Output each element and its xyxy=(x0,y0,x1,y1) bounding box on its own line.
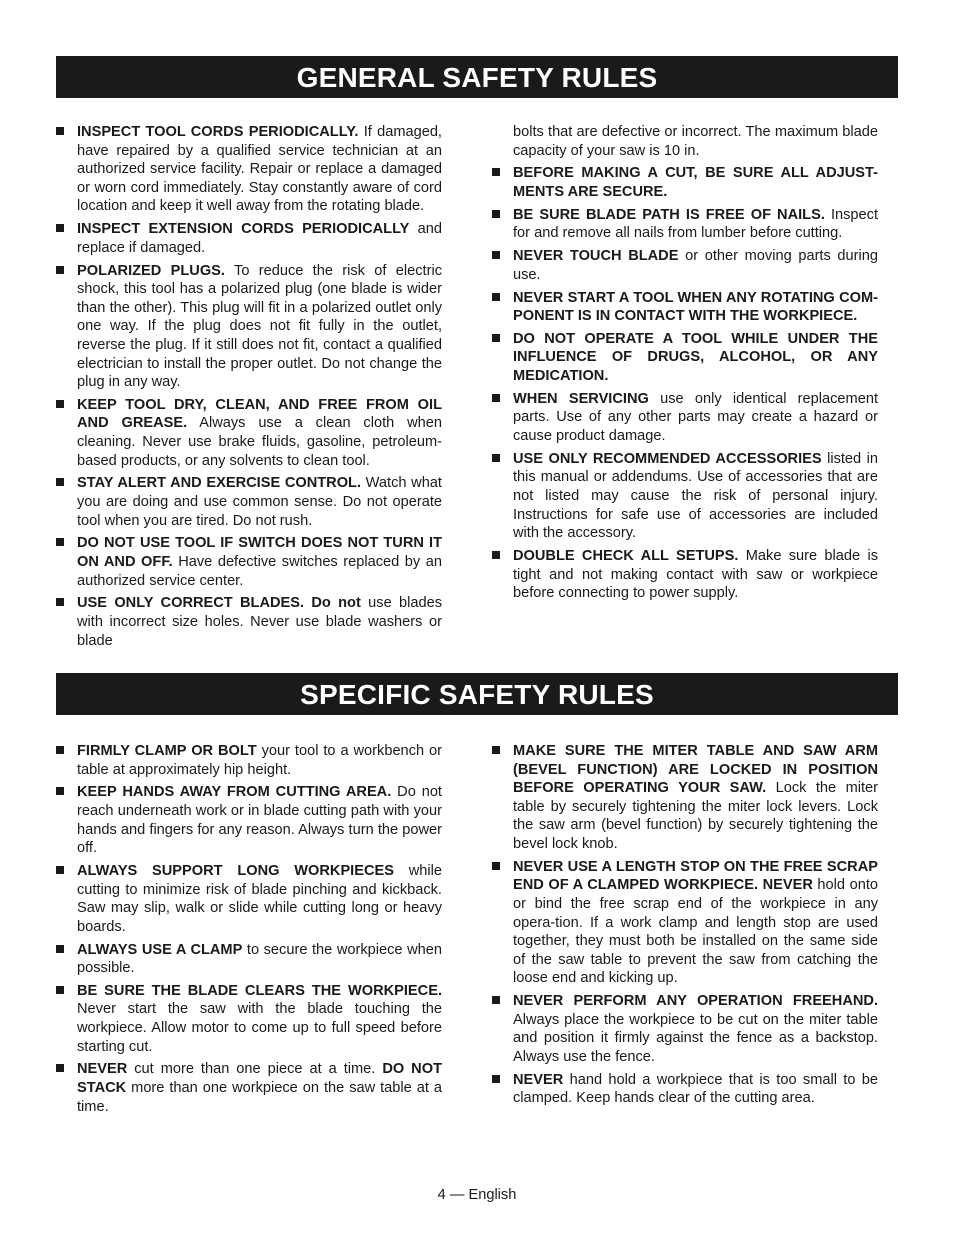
specific-safety-rules-heading: SPECIFIC SAFETY RULES xyxy=(56,673,898,715)
general-left-column xyxy=(56,123,442,654)
rule-heading: NEVER xyxy=(77,1061,128,1078)
rule-heading: STAY ALERT AND EXERCISE CONTROL. xyxy=(77,475,362,492)
rule-heading: DO NOT USE TOOL IF SWITCH DOES NOT TURN IT ON AND OFF. xyxy=(77,535,442,570)
square-bullet-icon xyxy=(492,454,500,462)
rule-text: Inspect for and remove all nails from lumber before cutting. xyxy=(513,206,879,242)
square-bullet-icon xyxy=(56,266,64,274)
square-bullet-icon xyxy=(56,746,64,754)
square-bullet-icon xyxy=(492,746,500,754)
square-bullet-icon xyxy=(56,866,64,874)
list-item xyxy=(56,396,442,470)
square-bullet-icon xyxy=(56,598,64,606)
rule-heading: USE ONLY CORRECT BLADES. Do not xyxy=(77,595,361,612)
list-item xyxy=(492,289,878,326)
rule-heading: NEVER USE A LENGTH STOP ON THE FREE SCRAP END OF A CLAMPED WORKPIECE. NEVER xyxy=(513,858,878,894)
rule-heading: NEVER PERFORM ANY OPERATION FREEHAND. xyxy=(513,993,878,1010)
square-bullet-icon xyxy=(492,168,500,176)
square-bullet-icon xyxy=(492,551,500,559)
square-bullet-icon xyxy=(492,996,500,1004)
list-item xyxy=(56,262,442,392)
rule-heading: NEVER TOUCH BLADE xyxy=(513,248,679,265)
rule-heading: NEVER xyxy=(513,1071,564,1088)
rule-heading: BE SURE THE BLADE CLEARS THE WORKPIECE. xyxy=(77,982,442,999)
list-item xyxy=(56,783,442,857)
square-bullet-icon xyxy=(56,400,64,408)
rule-text: hand hold a workpiece that is too small to be clamped. Keep hands clear of the cutting area. xyxy=(513,1071,878,1107)
square-bullet-icon xyxy=(492,394,500,402)
rule-heading: MAKE SURE THE MITER TABLE AND SAW ARM (BEVEL FUNCTION) ARE LOCKED IN POSITION BEFORE OPERATING YOUR SAW. xyxy=(513,743,878,797)
rule-text: your tool to a workbench or table at approximately hip height. xyxy=(77,743,442,778)
list-item xyxy=(492,330,878,386)
rule-heading: NEVER START A TOOL WHEN ANY ROTATING COM-PONENT IS IN CONTACT WITH THE WORKPIECE. xyxy=(513,289,878,325)
rule-heading: WHEN SERVICING xyxy=(513,390,649,407)
list-item xyxy=(56,534,442,590)
list-item xyxy=(56,1060,442,1116)
rule-text: Have defective switches replaced by an authorized service center. xyxy=(77,554,442,589)
rule-text: listed in this manual or addendums. Use of accessories that are not listed may cause the risk of personal injury. Instructions for safe use of accessories are included with the accessory. xyxy=(513,450,878,542)
rule-heading: BEFORE MAKING A CUT, BE SURE ALL ADJUST-MENTS ARE SECURE. xyxy=(513,165,878,200)
rule-text: Watch what you are doing and use common sense. Do not operate tool when you are tired. Do not rush. xyxy=(77,475,442,529)
square-bullet-icon xyxy=(492,251,500,259)
rule-heading: INSPECT TOOL CORDS PERIODICALLY. xyxy=(77,124,359,140)
list-item xyxy=(56,220,442,257)
rule-heading: KEEP TOOL DRY, CLEAN, AND FREE FROM OIL AND GREASE. xyxy=(77,396,442,432)
rule-heading: DOUBLE CHECK ALL SETUPS. xyxy=(513,547,739,564)
rule-text: To reduce the risk of electric shock, this tool has a polarized plug (one blade is wider than the other). This plug will fit in a polarized outlet only one way. If the plug does not fit fully in the outlet, reverse the plug. If it still does not fit, contact a qualified electrician to install the proper outlet. Do not change the plug in any way. xyxy=(77,262,443,391)
list-item xyxy=(56,862,442,936)
list-item xyxy=(492,858,878,988)
rule-text: to secure the workpiece when possible. xyxy=(77,941,442,977)
rule-text: or other moving parts during use. xyxy=(513,248,878,283)
rule-heading: FIRMLY CLAMP OR BOLT xyxy=(77,743,257,759)
list-item xyxy=(56,594,442,650)
specific-left-column xyxy=(56,742,442,1120)
list-item xyxy=(492,547,878,603)
rule-text: hold onto or bind the free scrap end of the workpiece in any opera-tion. If a work clamp and length stop are used together, they must both be installed on the same side of the saw table to prevent the saw from catching the loose end and kicking up. xyxy=(513,877,878,987)
list-item xyxy=(492,247,878,284)
square-bullet-icon xyxy=(492,293,500,301)
page-footer: 4 — English xyxy=(437,1187,517,1203)
rule-heading: DO NOT STACK xyxy=(77,1061,442,1097)
rule-text: If damaged, have repaired by a qualified service technician at an authorized service facility. Repair or replace a damaged or worn cord immediately. Stay constantly aware of cord location and keep it well away from the rotating blade. xyxy=(77,124,442,215)
rule-text: Always use a clean cloth when cleaning. Never use brake fluids, gasoline, petroleum-based products, or any solvents to clean tool. xyxy=(77,415,443,469)
rule-text: Always place the workpiece to be cut on the miter table and position it firmly against the fence as a backstop. Always use the fence. xyxy=(513,1011,878,1065)
general-safety-rules-heading: GENERAL SAFETY RULES xyxy=(56,56,898,98)
rule-heading: ALWAYS SUPPORT LONG WORKPIECES xyxy=(77,862,394,879)
list-item xyxy=(492,992,878,1066)
list-item xyxy=(492,742,878,854)
square-bullet-icon xyxy=(56,478,64,486)
list-item xyxy=(56,982,442,1056)
square-bullet-icon xyxy=(492,334,500,342)
specific-right-column xyxy=(492,742,878,1112)
list-item xyxy=(492,164,878,201)
rule-text: Lock the miter table by securely tightening the miter lock levers. Lock the saw arm (bevel function) by securely tightening the bevel lock knob. xyxy=(513,780,878,852)
rule-text: use only identical replacement parts. Use of any other parts may create a hazard or cause product damage. xyxy=(513,390,878,445)
square-bullet-icon xyxy=(56,224,64,232)
square-bullet-icon xyxy=(56,127,64,135)
rule-heading: POLARIZED PLUGS. xyxy=(77,262,225,279)
rule-heading: KEEP HANDS AWAY FROM CUTTING AREA. xyxy=(77,784,392,801)
square-bullet-icon xyxy=(56,787,64,795)
list-item xyxy=(56,742,442,779)
list-item xyxy=(492,390,878,446)
continued-text: bolts that are defective or incorrect. The maximum blade capacity of your saw is 10 in. xyxy=(513,124,878,159)
rule-text: while cutting to minimize risk of blade pinching and kickback. Saw may slip, walk or slide while cutting long or heavy boards. xyxy=(77,862,442,935)
rule-heading: BE SURE BLADE PATH IS FREE OF NAILS. xyxy=(513,206,825,223)
list-item xyxy=(492,450,878,543)
square-bullet-icon xyxy=(56,986,64,994)
list-item xyxy=(492,1071,878,1108)
list-item xyxy=(56,474,442,530)
rule-text: Make sure blade is tight and not making contact with saw or workpiece before connecting to power supply. xyxy=(513,547,878,602)
rule-text: use blades with incorrect size holes. Never use blade washers or blade xyxy=(77,595,442,649)
rule-heading: DO NOT OPERATE A TOOL WHILE UNDER THE INFLUENCE OF DRUGS, ALCOHOL, OR ANY MEDICATION. xyxy=(513,330,878,385)
square-bullet-icon xyxy=(492,210,500,218)
square-bullet-icon xyxy=(56,538,64,546)
square-bullet-icon xyxy=(56,945,64,953)
rule-text: cut more than one piece at a time. xyxy=(127,1061,383,1078)
rule-text: and replace if damaged. xyxy=(77,221,443,256)
rule-heading: USE ONLY RECOMMENDED ACCESSORIES xyxy=(513,450,822,467)
rule-heading: INSPECT EXTENSION CORDS PERIODICALLY xyxy=(77,221,410,238)
list-item xyxy=(56,941,442,978)
rule-heading: ALWAYS USE A CLAMP xyxy=(77,941,243,958)
rule-text: Never start the saw with the blade touching the workpiece. Allow motor to come up to full speed before starting cut. xyxy=(77,1001,442,1055)
rule-text: Do not reach underneath work or in blade cutting path with your hands and fingers for any reason. Always turn the power off. xyxy=(77,784,442,857)
general-right-column xyxy=(492,123,878,607)
square-bullet-icon xyxy=(56,1064,64,1072)
list-item xyxy=(56,123,442,216)
square-bullet-icon xyxy=(492,862,500,870)
rule-text: more than one workpiece on the saw table at a time. xyxy=(77,1080,442,1115)
list-item xyxy=(492,206,878,243)
square-bullet-icon xyxy=(492,1075,500,1083)
